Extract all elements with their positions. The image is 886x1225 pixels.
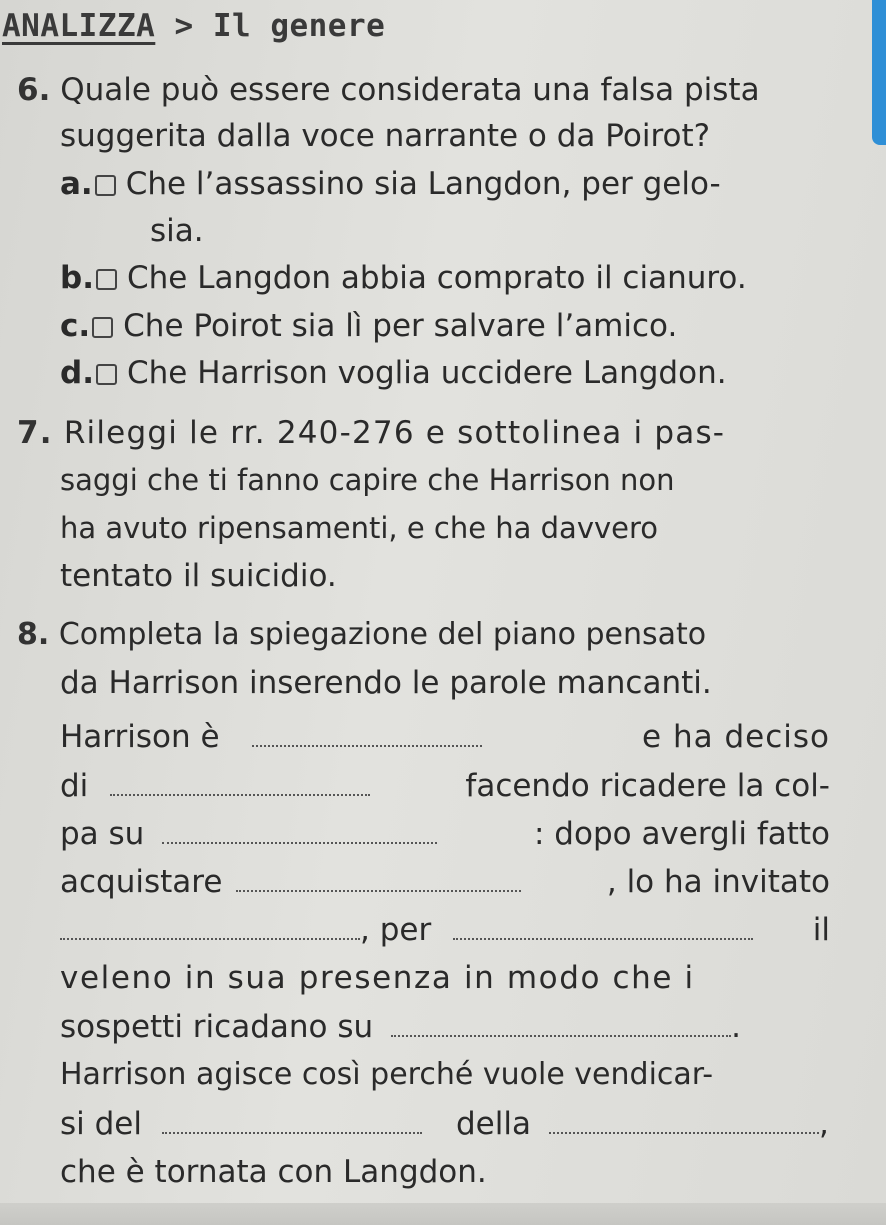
q6-option-c <box>60 308 678 344</box>
fill-row-4 <box>60 864 830 900</box>
fill-text: . <box>731 1009 741 1045</box>
q6-option-a <box>60 166 721 202</box>
fill-text: della <box>455 1106 531 1142</box>
q8-text-1: Completa la spiegazione del piano pensato <box>58 617 707 652</box>
fill-text: , lo ha invitato <box>606 864 830 900</box>
fill-text: acquistare <box>60 864 223 900</box>
fill-row-1 <box>60 719 830 755</box>
fill-text: , <box>818 1106 829 1142</box>
fill-blank-7[interactable] <box>391 1034 731 1037</box>
q7-line-2: saggi che ti fanno capire che Harrison non <box>60 463 675 497</box>
fill-text: Harrison è <box>60 719 220 755</box>
fill-text: il <box>812 912 830 948</box>
fill-blank-2[interactable] <box>110 793 370 796</box>
q6-option-a-cont: sia. <box>150 213 204 249</box>
option-b-checkbox[interactable] <box>96 269 117 290</box>
q8-line-1 <box>17 617 707 652</box>
q7-line-1 <box>17 415 726 451</box>
section-name: ANALIZZA <box>2 8 156 44</box>
fill-text: e ha deciso <box>642 719 830 755</box>
fill-text: si del <box>60 1106 142 1142</box>
fill-row-8: Harrison agisce così perché vuole vendicar- <box>60 1057 714 1092</box>
fill-text: : dopo avergli fatto <box>534 816 830 852</box>
fill-row-9 <box>60 1106 830 1142</box>
option-d-text: Che Harrison voglia uccidere Langdon. <box>126 355 727 391</box>
fill-blank-6[interactable] <box>453 937 753 940</box>
q6-number: 6. <box>17 72 51 108</box>
fill-text: facendo ricadere la col- <box>465 768 830 804</box>
page-bottom-edge <box>0 1203 886 1225</box>
fill-row-3 <box>60 816 830 852</box>
fill-row-6: veleno in sua presenza in modo che i <box>60 960 695 996</box>
q6-line-2: suggerita dalla voce narrante o da Poirot? <box>60 118 711 154</box>
q7-line-4: tentato il suicidio. <box>60 558 337 594</box>
q7-line-3: ha avuto ripensamenti, e che ha davvero <box>60 511 659 545</box>
q6-option-d <box>60 355 727 391</box>
fill-row-7 <box>60 1009 830 1045</box>
fill-blank-1[interactable] <box>252 744 482 747</box>
section-topic: Il genere <box>212 8 386 44</box>
fill-row-10: che è tornata con Langdon. <box>60 1154 487 1190</box>
q6-line-1 <box>17 72 760 108</box>
option-letter: a. <box>60 166 93 202</box>
q7-number: 7. <box>17 415 53 451</box>
fill-text: pa su <box>60 816 145 852</box>
q7-text-1: Rileggi le rr. 240-276 e sottolinea i pas- <box>63 415 726 451</box>
option-a-checkbox[interactable] <box>95 175 116 196</box>
option-letter: c. <box>60 308 91 344</box>
q6-option-b <box>60 260 747 296</box>
option-b-text: Che Langdon abbia comprato il cianuro. <box>126 260 747 296</box>
q8-line-2: da Harrison inserendo le parole mancanti. <box>60 665 712 701</box>
fill-text: di <box>60 768 89 804</box>
header-separator: > <box>174 8 194 44</box>
fill-text: sospetti ricadano su <box>60 1009 374 1045</box>
section-header <box>2 8 385 44</box>
option-c-text: Che Poirot sia lì per salvare l’amico. <box>123 308 678 344</box>
fill-text: , per <box>360 912 432 948</box>
fill-blank-4[interactable] <box>236 889 521 892</box>
fill-row-2 <box>60 768 830 804</box>
fill-blank-8[interactable] <box>162 1131 422 1134</box>
fill-blank-5[interactable] <box>60 937 360 940</box>
q6-text-1: Quale può essere considerata una falsa pista <box>60 72 760 108</box>
fill-blank-3[interactable] <box>162 841 437 844</box>
option-d-checkbox[interactable] <box>96 364 117 385</box>
option-a-text: Che l’assassino sia Langdon, per gelo- <box>125 166 721 202</box>
fill-blank-9[interactable] <box>549 1131 819 1134</box>
page-edge-tab <box>872 0 886 145</box>
option-letter: d. <box>60 355 94 391</box>
fill-row-5 <box>60 912 830 948</box>
option-c-checkbox[interactable] <box>92 317 113 338</box>
q8-number: 8. <box>17 617 50 652</box>
option-letter: b. <box>60 260 94 296</box>
